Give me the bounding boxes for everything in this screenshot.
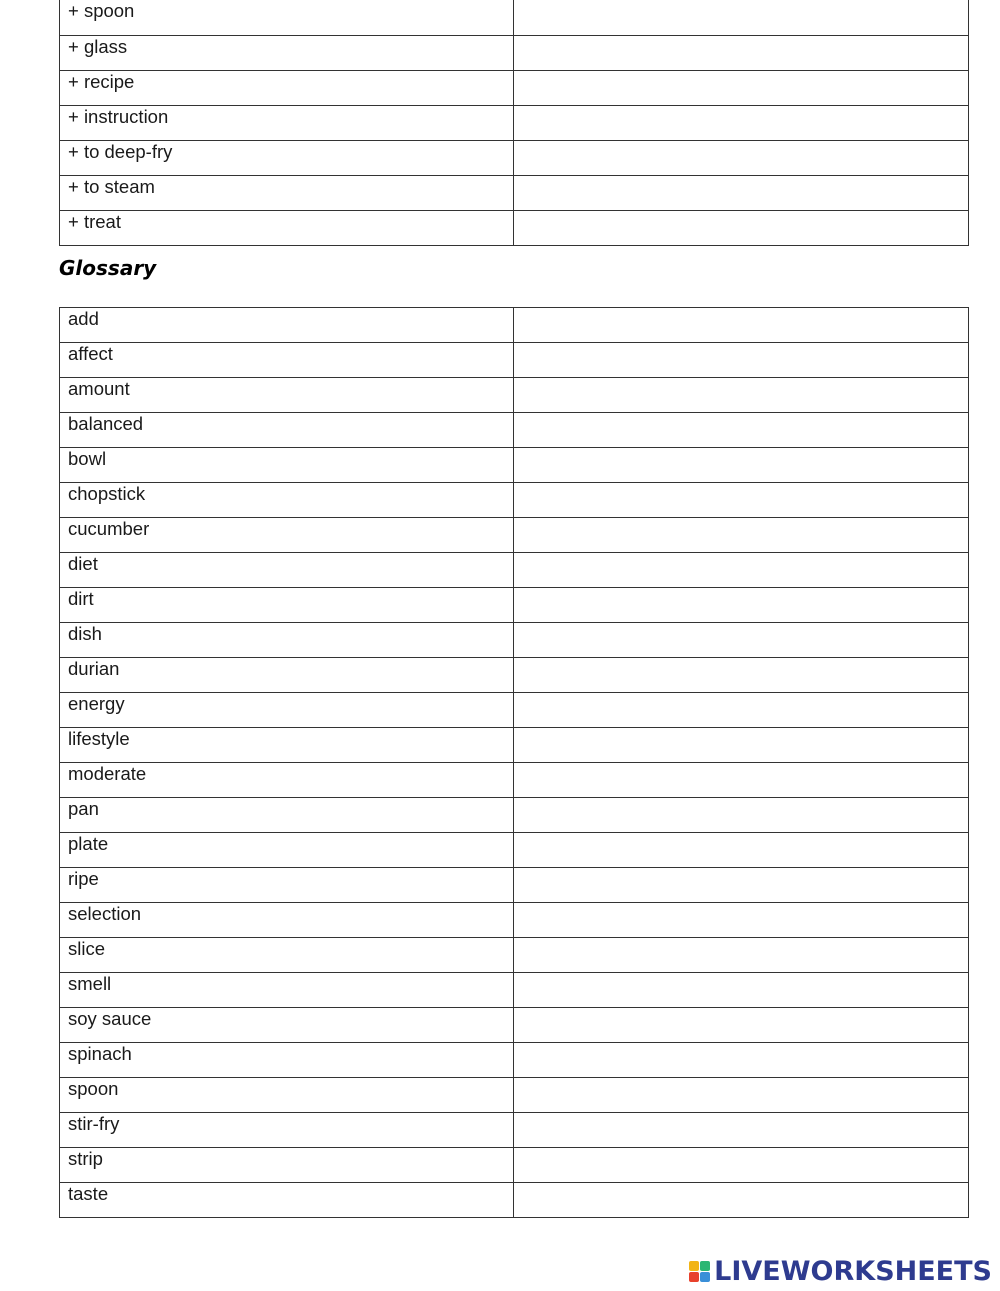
glossary-term-cell: energy [60,693,514,728]
glossary-term-cell: slice [60,938,514,973]
vocab-answer-field[interactable] [514,140,969,175]
vocab-term-cell: + glass [60,35,514,70]
glossary-answer-field[interactable] [514,1078,969,1113]
table-row [60,1043,969,1078]
glossary-answer-field[interactable] [514,413,969,448]
table-row [60,798,969,833]
table-row [60,140,969,175]
glossary-term-cell: dish [60,623,514,658]
vocab-answer-field[interactable] [514,0,969,35]
glossary-answer-field[interactable] [514,343,969,378]
vocab-term-cell: + to deep-fry [60,140,514,175]
table-row [60,763,969,798]
table-row [60,210,969,245]
glossary-term-cell: selection [60,903,514,938]
glossary-term-cell: dirt [60,588,514,623]
glossary-answer-field[interactable] [514,973,969,1008]
glossary-answer-field[interactable] [514,938,969,973]
table-row [60,343,969,378]
glossary-term-cell: lifestyle [60,728,514,763]
table-row [60,868,969,903]
table-row [60,0,969,35]
glossary-term-cell: soy sauce [60,1008,514,1043]
table-row [60,728,969,763]
glossary-answer-field[interactable] [514,553,969,588]
table-row [60,518,969,553]
glossary-term-cell: moderate [60,763,514,798]
table-row [60,1148,969,1183]
glossary-answer-field[interactable] [514,483,969,518]
glossary-answer-field[interactable] [514,308,969,343]
glossary-answer-field[interactable] [514,1008,969,1043]
table-row [60,70,969,105]
table-row [60,35,969,70]
glossary-answer-field[interactable] [514,1113,969,1148]
glossary-term-cell: add [60,308,514,343]
glossary-answer-field[interactable] [514,588,969,623]
vocab-answer-field[interactable] [514,210,969,245]
table-row [60,1113,969,1148]
table-row [60,553,969,588]
vocabulary-table-top [59,0,969,246]
glossary-term-cell: plate [60,833,514,868]
glossary-answer-field[interactable] [514,1183,969,1218]
glossary-term-cell: taste [60,1183,514,1218]
glossary-answer-field[interactable] [514,868,969,903]
glossary-term-cell: ripe [60,868,514,903]
glossary-answer-field[interactable] [514,903,969,938]
logo-text: LIVEWORKSHEETS [714,1255,992,1287]
table-row [60,448,969,483]
glossary-answer-field[interactable] [514,623,969,658]
table-row [60,903,969,938]
glossary-answer-field[interactable] [514,448,969,483]
vocab-answer-field[interactable] [514,105,969,140]
table-row [60,833,969,868]
glossary-answer-field[interactable] [514,833,969,868]
glossary-term-cell: pan [60,798,514,833]
table-row [60,938,969,973]
table-row [60,623,969,658]
table-row [60,693,969,728]
glossary-term-cell: smell [60,973,514,1008]
glossary-term-cell: spinach [60,1043,514,1078]
vocab-term-cell: + instruction [60,105,514,140]
vocab-answer-field[interactable] [514,175,969,210]
glossary-answer-field[interactable] [514,693,969,728]
table-row [60,1078,969,1113]
vocab-term-cell: + recipe [60,70,514,105]
glossary-answer-field[interactable] [514,1043,969,1078]
glossary-answer-field[interactable] [514,728,969,763]
glossary-term-cell: diet [60,553,514,588]
table-row [60,973,969,1008]
glossary-answer-field[interactable] [514,658,969,693]
vocab-term-cell: + spoon [60,0,514,35]
liveworksheets-logo-icon [689,1261,710,1282]
table-row [60,105,969,140]
glossary-term-cell: amount [60,378,514,413]
table-row [60,1008,969,1043]
table-row [60,1183,969,1218]
glossary-term-cell: durian [60,658,514,693]
table-row [60,378,969,413]
table-row [60,588,969,623]
glossary-term-cell: balanced [60,413,514,448]
glossary-term-cell: spoon [60,1078,514,1113]
glossary-table [59,307,969,1218]
table-row [60,413,969,448]
glossary-term-cell: stir-fry [60,1113,514,1148]
glossary-answer-field[interactable] [514,378,969,413]
table-row [60,658,969,693]
glossary-term-cell: affect [60,343,514,378]
vocab-answer-field[interactable] [514,35,969,70]
glossary-term-cell: chopstick [60,483,514,518]
vocab-term-cell: + to steam [60,175,514,210]
glossary-term-cell: strip [60,1148,514,1183]
glossary-answer-field[interactable] [514,1148,969,1183]
glossary-term-cell: cucumber [60,518,514,553]
table-row [60,175,969,210]
liveworksheets-logo [689,1256,992,1286]
vocab-answer-field[interactable] [514,70,969,105]
glossary-answer-field[interactable] [514,518,969,553]
glossary-answer-field[interactable] [514,763,969,798]
table-row [60,483,969,518]
glossary-term-cell: bowl [60,448,514,483]
glossary-heading: Glossary [59,256,157,280]
vocab-term-cell: + treat [60,210,514,245]
table-row [60,308,969,343]
glossary-answer-field[interactable] [514,798,969,833]
